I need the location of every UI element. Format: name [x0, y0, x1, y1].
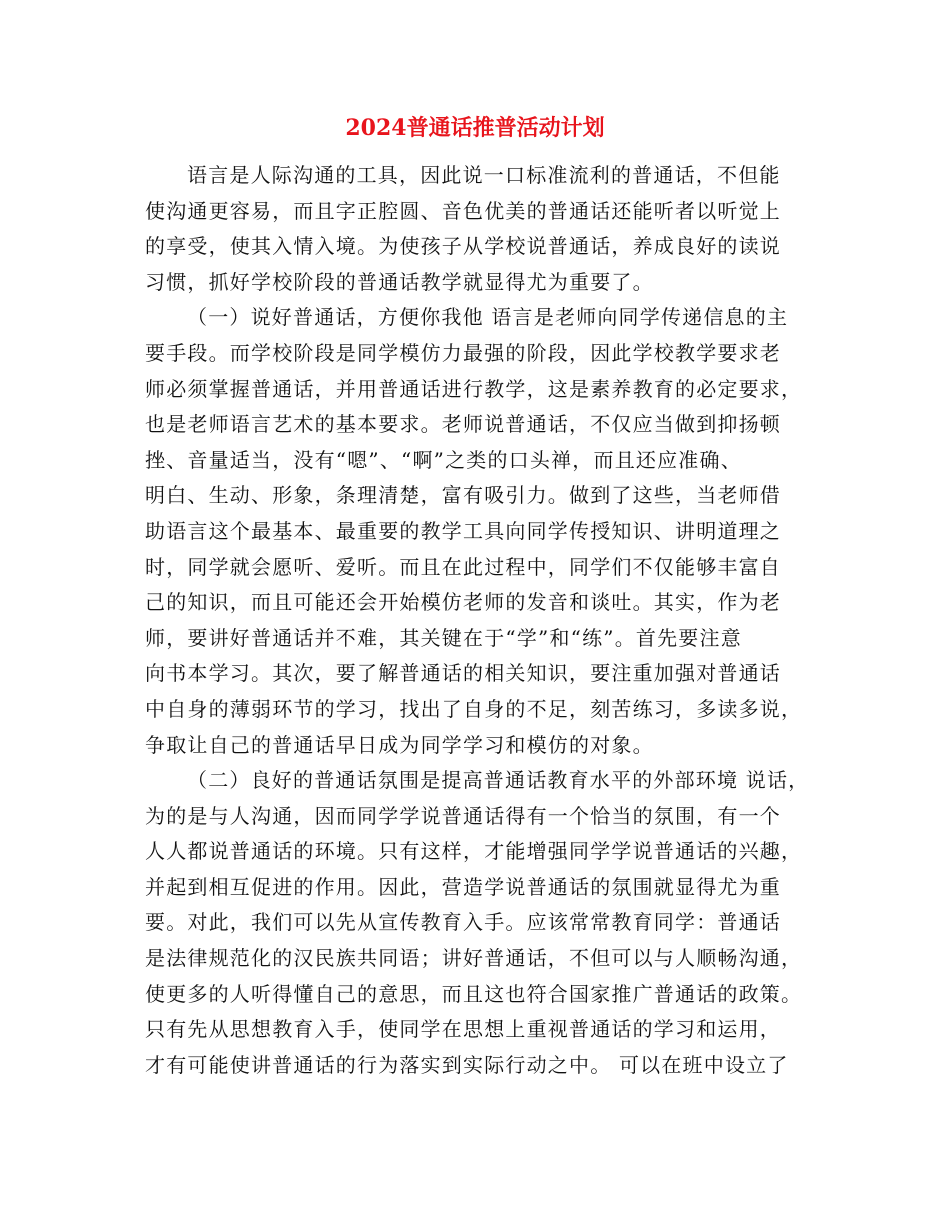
document-body: [145, 158, 815, 1083]
text-line: （二）良好的普通话氛围是提高普通话教育水平的外部环境 说话，: [187, 768, 810, 793]
text-line: 才有可能使讲普通话的行为落实到实际行动之中。 可以在班中设立了: [145, 1052, 789, 1077]
text-line: 师，要讲好普通话并不难，其关键在于“学”和“练”。首先要注意: [145, 625, 742, 650]
text-line: 使沟通更容易，而且字正腔圆、音色优美的普通话还能听者以听觉上: [145, 198, 781, 223]
document-title: 2024普通话推普活动计划: [345, 115, 605, 141]
text-line: 要。对此，我们可以先从宣传教育入手。应该常常教育同学：普通话: [145, 910, 781, 935]
text-line: 是法律规范化的汉民族共同语；讲好普通话，不但可以与人顺畅沟通，: [145, 946, 803, 971]
text-line: 向书本学习。其次，要了解普通话的相关知识，要注重加强对普通话: [145, 661, 781, 686]
text-line: 时，同学就会愿听、爱听。而且在此过程中，同学们不仅能够丰富自: [145, 554, 781, 579]
text-line: 使更多的人听得懂自己的意思，而且这也符合国家推广普通话的政策。: [145, 981, 803, 1006]
text-line: 习惯，抓好学校阶段的普通话教学就显得尤为重要了。: [145, 269, 654, 294]
text-line: 只有先从思想教育入手，使同学在思想上重视普通话的学习和运用，: [145, 1017, 781, 1042]
text-line: 挫、音量适当，没有“嗯”、“啊”之类的口头禅，而且还应准确、: [145, 447, 742, 472]
text-line: （一）说好普通话，方便你我他 语言是老师向同学传递信息的主: [187, 305, 789, 330]
text-line: 的享受，使其入情入境。为使孩子从学校说普通话，养成良好的读说: [145, 234, 781, 259]
text-line: 明白、生动、形象，条理清楚，富有吸引力。做到了这些，当老师借: [145, 483, 781, 508]
text-line: 争取让自己的普通话早日成为同学学习和模仿的对象。: [145, 732, 654, 757]
text-line: 师必须掌握普通话，并用普通话进行教学，这是素养教育的必定要求，: [145, 376, 803, 401]
text-line: 助语言这个最基本、最重要的教学工具向同学传授知识、讲明道理之: [145, 518, 781, 543]
text-line: 也是老师语言艺术的基本要求。老师说普通话，不仅应当做到抑扬顿: [145, 412, 781, 437]
text-line: 中自身的薄弱环节的学习，找出了自身的不足，刻苦练习，多读多说，: [145, 696, 803, 721]
text-line: 人人都说普通话的环境。只有这样，才能增强同学学说普通话的兴趣，: [145, 839, 803, 864]
text-line: 要手段。而学校阶段是同学模仿力最强的阶段，因此学校教学要求老: [145, 340, 781, 365]
text-line: 并起到相互促进的作用。因此，营造学说普通话的氛围就显得尤为重: [145, 874, 781, 899]
text-line: 己的知识，而且可能还会开始模仿老师的发音和谈吐。其实，作为老: [145, 590, 781, 615]
text-line: 语言是人际沟通的工具，因此说一口标准流利的普通话，不但能: [187, 163, 781, 187]
text-line: 为的是与人沟通，因而同学学说普通话得有一个恰当的氛围，有一个: [145, 803, 781, 828]
